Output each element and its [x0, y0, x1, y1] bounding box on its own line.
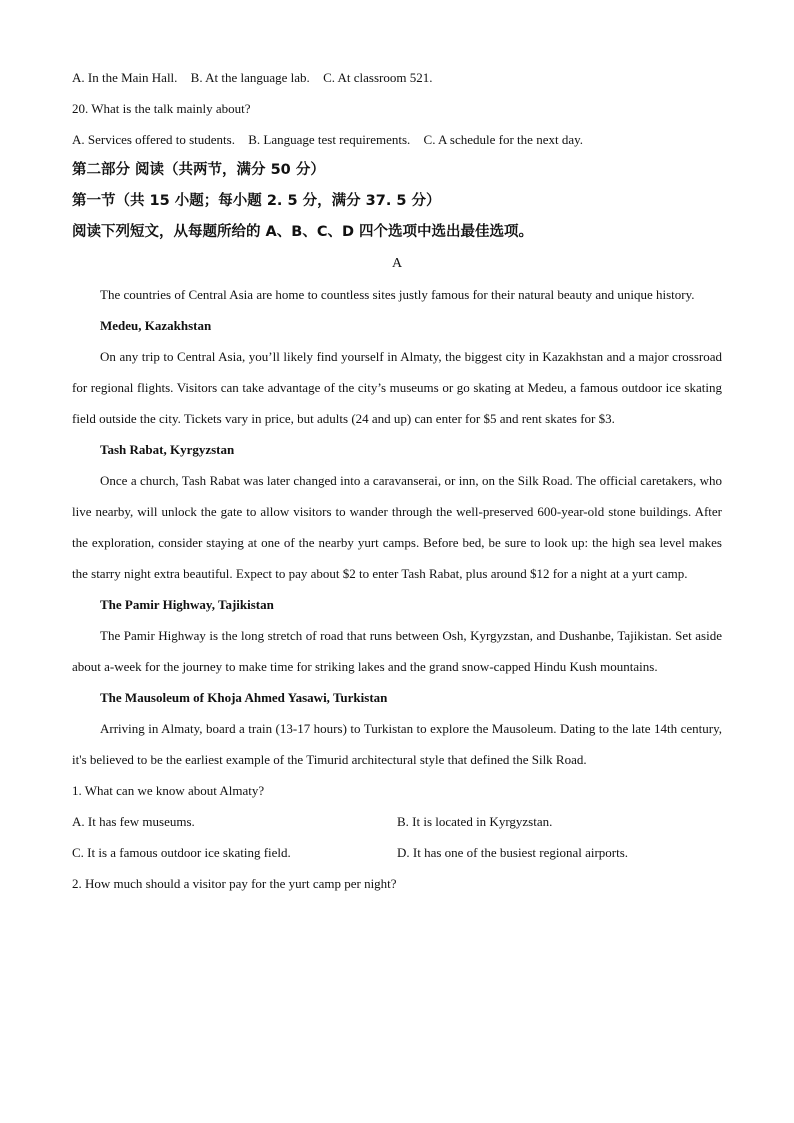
site-heading-mausoleum: The Mausoleum of Khoja Ahmed Yasawi, Turkistan — [100, 690, 388, 705]
reading-instruction: 阅读下列短文，从每题所给的 A、B、C、D 四个选项中选出最佳选项。 — [72, 224, 534, 240]
q1-option-a: A. It has few museums. — [72, 814, 195, 829]
q19-option-b: B. At the language lab. — [190, 70, 310, 85]
site-text-medeu: On any trip to Central Asia, you’ll likely find yourself in Almaty, the biggest city in Kazakhstan and a major crossroad for regional flights. Visitors can take advantage of the city’s museums or go skating at Medeu, a famous outdoor ice skating field outside the city. Tickets vary in price, but adults (24 and up) can enter for $5 and rent skates for $3. — [72, 349, 722, 426]
site-text-tash-rabat: Once a church, Tash Rabat was later changed into a caravanserai, or inn, on the Silk Road. The official caretakers, who live nearby, will unlock the gate to allow visitors to wander through the well-preserved 600-year-old stone buildings. After the exploration, consider staying at one of the nearby yurt camps. Before bed, be sure to look up: the high sea level makes the starry night extra beautiful. Expect to pay about $2 to enter Tash Rabat, plus around $12 for a night at a yurt camp. — [72, 473, 722, 581]
q20-option-a: A. Services offered to students. — [72, 132, 235, 147]
site-text-pamir-highway: The Pamir Highway is the long stretch of road that runs between Osh, Kyrgyzstan, and Dushanbe, Tajikistan. Set aside about a-week for the journey to make time for striking lakes and the grand snow-capped Hindu Kush mountains. — [72, 628, 722, 674]
section-title: 第一节（共 15 小题；每小题 2. 5 分，满分 37. 5 分） — [72, 193, 441, 209]
exam-page — [72, 62, 722, 899]
q20-option-c: C. A schedule for the next day. — [423, 132, 583, 147]
q19-options — [72, 62, 722, 93]
q1-options-row-1 — [72, 806, 722, 837]
q1-options-row-2 — [72, 837, 722, 868]
q20-options — [72, 124, 722, 155]
site-heading-tash-rabat: Tash Rabat, Kyrgyzstan — [100, 442, 235, 457]
site-heading-medeu: Medeu, Kazakhstan — [100, 318, 212, 333]
q19-option-c: C. At classroom 521. — [323, 70, 433, 85]
site-heading-pamir-highway: The Pamir Highway, Tajikistan — [100, 597, 274, 612]
q1-option-d: D. It has one of the busiest regional airports. — [397, 845, 629, 860]
q1-option-b: B. It is located in Kyrgyzstan. — [397, 814, 553, 829]
q1-stem: 1. What can we know about Almaty? — [72, 783, 265, 798]
site-text-mausoleum: Arriving in Almaty, board a train (13-17 hours) to Turkistan to explore the Mausoleum. Dating to the late 14th century, it's believed to be the earliest example of the Timurid architectural style that defined the Silk Road. — [72, 721, 722, 767]
q20-option-b: B. Language test requirements. — [248, 132, 411, 147]
q19-option-a: A. In the Main Hall. — [72, 70, 178, 85]
passage-label: A — [391, 256, 403, 271]
q2-stem: 2. How much should a visitor pay for the yurt camp per night? — [72, 876, 397, 891]
passage-intro: The countries of Central Asia are home to countless sites justly famous for their natural beauty and unique history. — [100, 287, 695, 302]
part-title: 第二部分 阅读（共两节，满分 50 分） — [72, 162, 325, 178]
q1-option-c: C. It is a famous outdoor ice skating field. — [72, 845, 291, 860]
q20-question: 20. What is the talk mainly about? — [72, 101, 251, 116]
